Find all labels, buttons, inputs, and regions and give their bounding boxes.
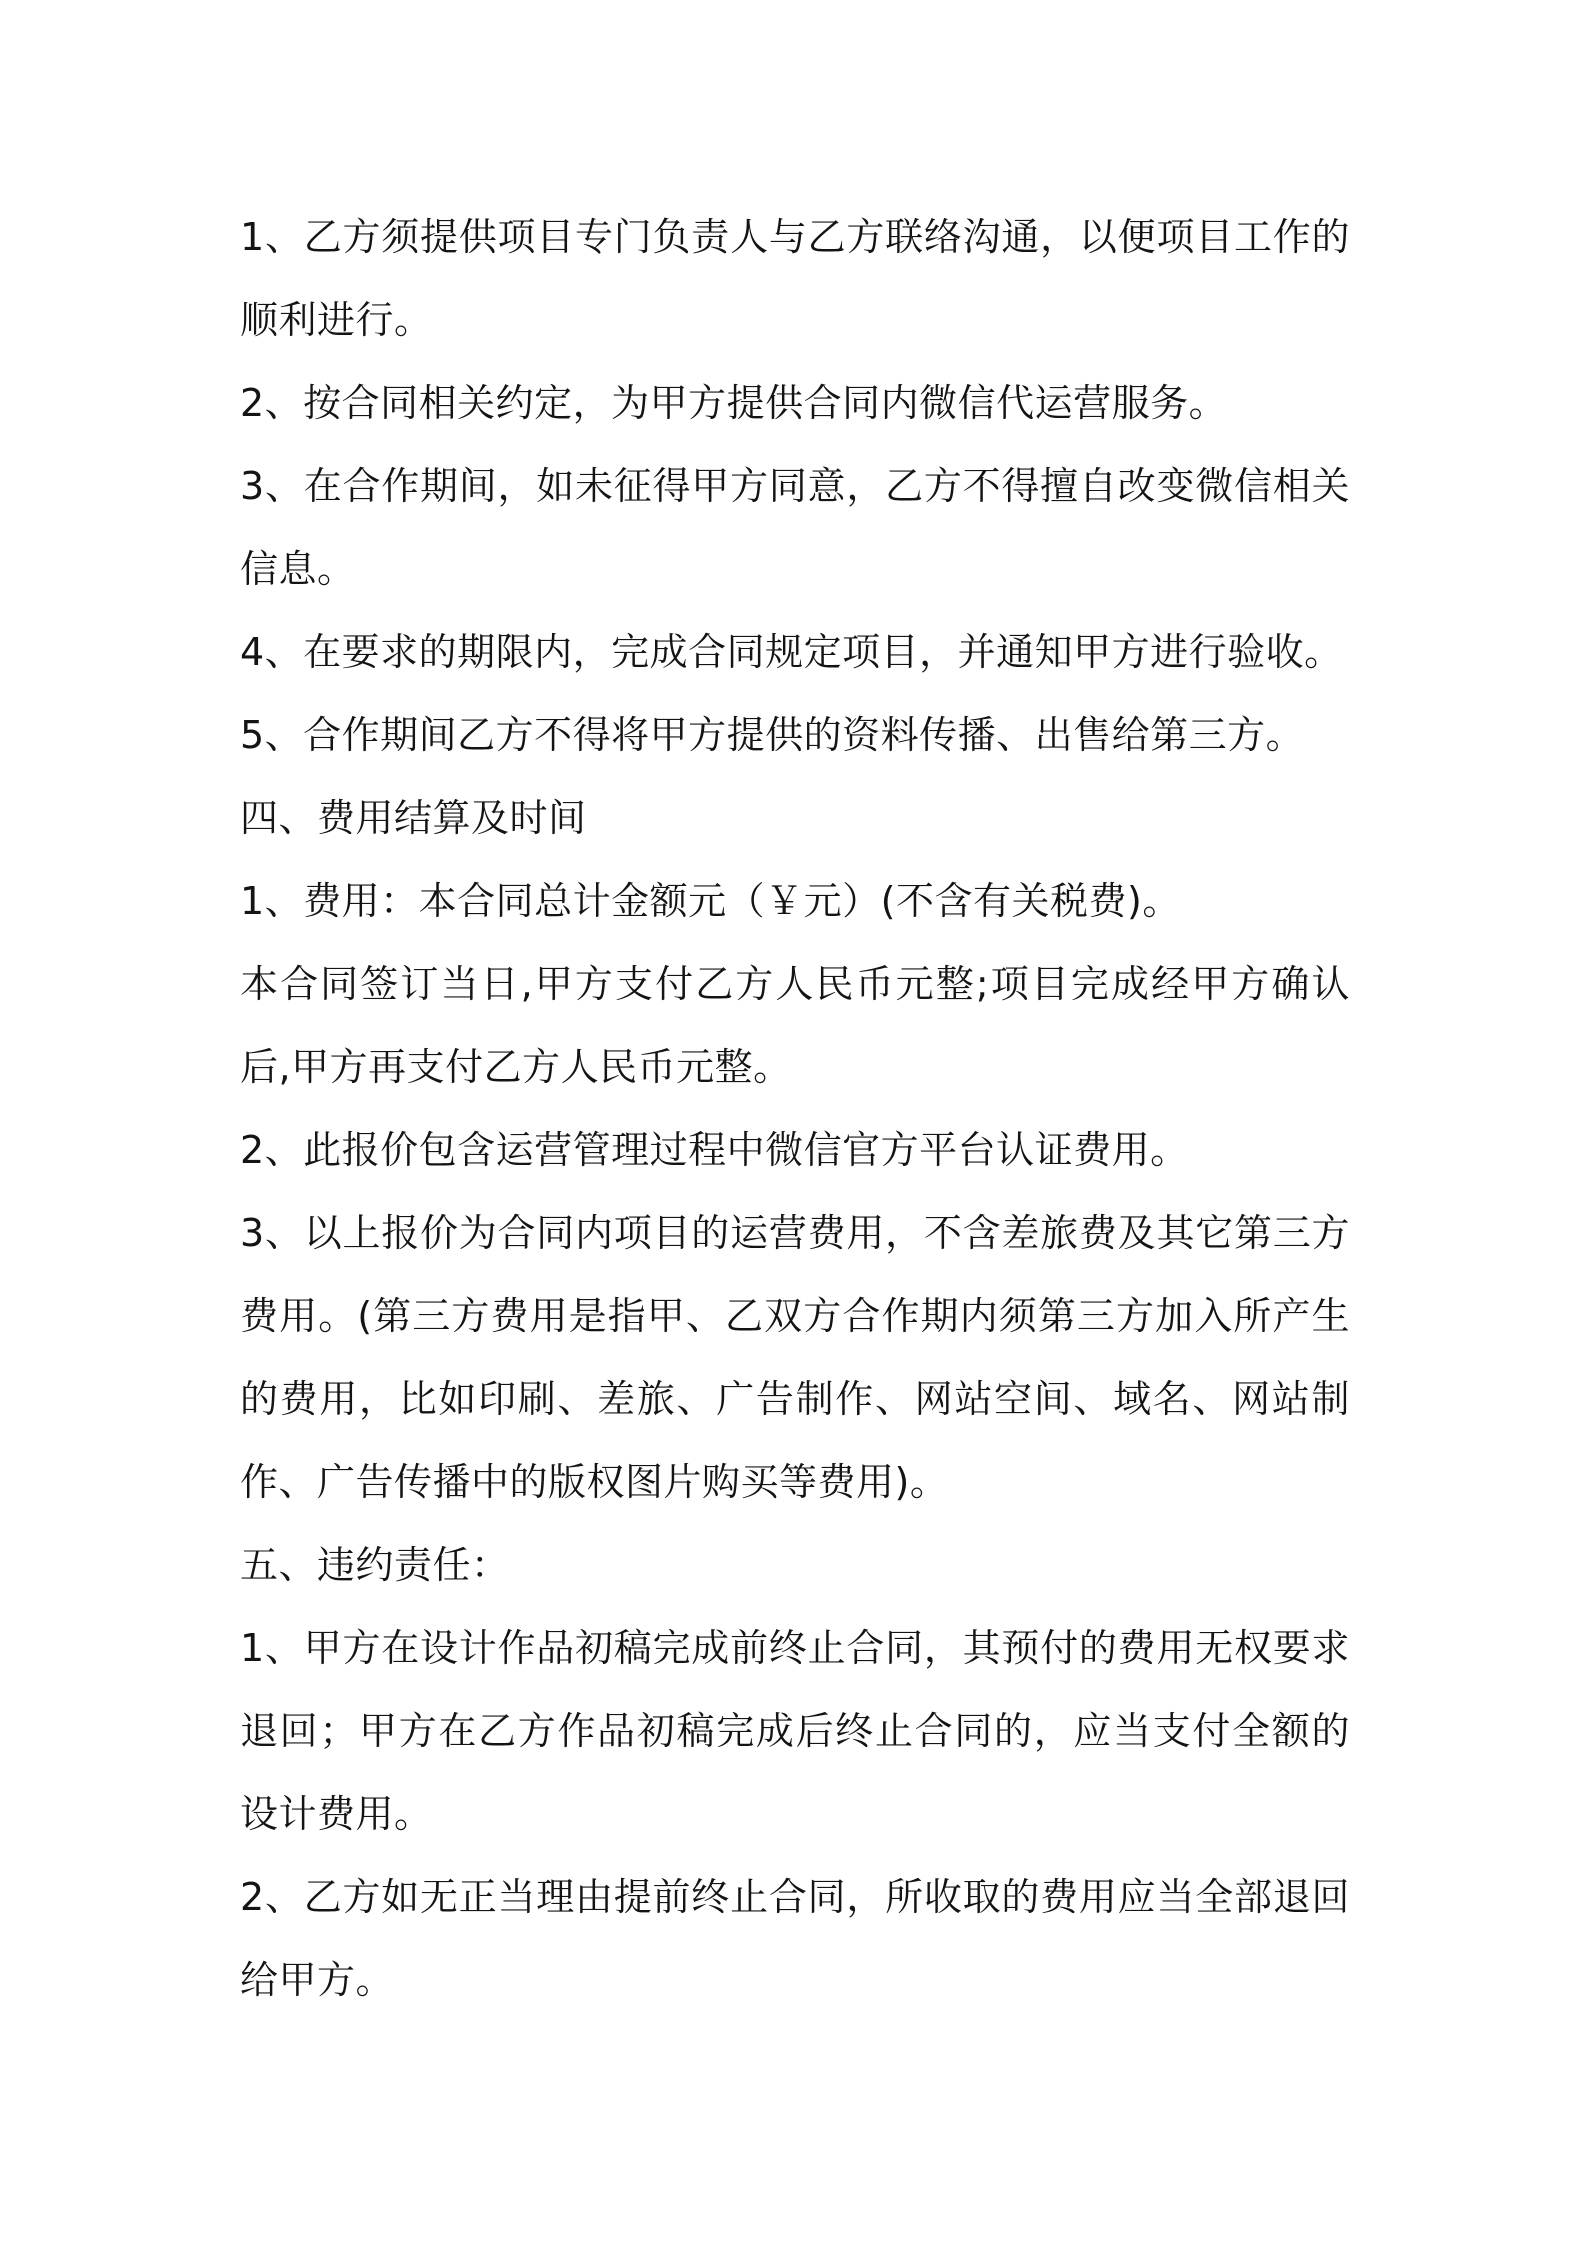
paragraph-fee-2: 2、此报价包含运营管理过程中微信官方平台认证费用。 (240, 1128, 1189, 1172)
document-body (240, 196, 1350, 2022)
paragraph-payment-terms: 本合同签订当日,甲方支付乙方人民币元整;项目完成经甲方确认后,甲方再支付乙方人民币元整。 (240, 962, 1350, 1089)
paragraph-fee-3: 3、以上报价为合同内项目的运营费用，不含差旅费及其它第三方费用。(第三方费用是指甲、乙双方合作期内须第三方加入所产生的费用，比如印刷、差旅、广告制作、网站空间、域名、网站制作、广告传播中的版权图片购买等费用)。 (240, 1211, 1350, 1504)
paragraph-obligation-1: 1、乙方须提供项目专门负责人与乙方联络沟通，以便项目工作的顺利进行。 (240, 215, 1350, 342)
paragraph-liability-1: 1、甲方在设计作品初稿完成前终止合同，其预付的费用无权要求退回；甲方在乙方作品初稿完成后终止合同的，应当支付全额的设计费用。 (240, 1626, 1350, 1836)
paragraph-liability-2: 2、乙方如无正当理由提前终止合同，所收取的费用应当全部退回给甲方。 (240, 1875, 1350, 2002)
section-heading-fees: 四、费用结算及时间 (240, 796, 587, 840)
paragraph-obligation-5: 5、合作期间乙方不得将甲方提供的资料传播、出售给第三方。 (240, 713, 1305, 757)
paragraph-obligation-4: 4、在要求的期限内，完成合同规定项目，并通知甲方进行验收。 (240, 630, 1343, 674)
paragraph-obligation-3: 3、在合作期间，如未征得甲方同意，乙方不得擅自改变微信相关信息。 (240, 464, 1350, 591)
paragraph-fee-1: 1、费用：本合同总计金额元（￥元）(不含有关税费)。 (240, 879, 1181, 923)
paragraph-obligation-2: 2、按合同相关约定，为甲方提供合同内微信代运营服务。 (240, 381, 1228, 425)
section-heading-liability: 五、违约责任： (240, 1543, 510, 1587)
